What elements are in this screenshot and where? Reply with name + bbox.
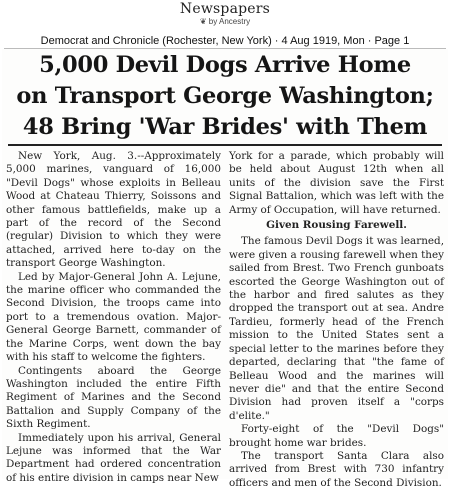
newspaper-clipping — [2, 49, 448, 489]
headline-line-3: 48 Bring 'War Brides' with Them — [22, 114, 428, 140]
subheading: Given Rousing Farewell. — [266, 219, 407, 232]
article-body — [2, 150, 448, 490]
paragraph-continued: York for a parade, which probably will be held about August 12th when all units of the division save the First Signal Battalion, which was left with the Army of Occupation, will have returned. — [229, 150, 444, 216]
ancestry-text: by Ancestry — [208, 17, 251, 26]
brand-name: Newspapers — [179, 1, 271, 17]
paragraph: Contingents aboard the George Washington included the entire Fifth Regiment of Marines and the Second Battalion and Supply Company of the Sixth Regiment. — [6, 364, 221, 431]
newspapers-logo[interactable] — [0, 1, 450, 17]
source-citation: Democrat and Chronicle (Rochester, New York) · 4 Aug 1919, Mon · Page 1 — [4, 34, 446, 49]
ancestry-tagline — [0, 17, 450, 26]
paragraph: Forty-eight of the "Devil Dogs" brought home war brides. — [229, 423, 444, 449]
paragraph: Immediately upon his arrival, General Lejune was informed that the War Department had ordered concentration of his entire division in camps near New — [6, 431, 221, 484]
paragraph: Led by Major-General John A. Lejune, the marine officer who commanded the Second Division, the troops came into port to a tremendous ovation. Major-General George Barnett, commander of the Marine Corps, went down the bay with his staff to welcome the fighters. — [6, 270, 221, 364]
column-left — [6, 150, 221, 490]
headline-rule — [8, 144, 442, 146]
paragraph: The famous Devil Dogs it was learned, were given a rousing farewell when they sailed from Brest. Two French gunboats escorted the George Washington out of the harbor and fired salutes as they dropped the transport out at sea. Andre Tardieu, formerly head of the French mission to the United States sent a special letter to the marines before they departed, declaring that "the fame of Belleau Wood and the marines will never die" and that the entire Second Division had proven itself a "corps d'elite." — [229, 235, 444, 422]
paragraph: The transport Santa Clara also arrived from Brest with 730 infantry officers and men of the Second Division. — [229, 449, 444, 489]
ancestry-leaf-icon: ❦ — [199, 17, 207, 26]
headline — [2, 49, 448, 143]
site-header — [0, 0, 450, 34]
headline-line-1: 5,000 Devil Dogs Arrive Home — [39, 52, 411, 78]
paragraph: New York, Aug. 3.--Approximately 5,000 marines, vanguard of 16,000 "Devil Dogs" whose exploits in Belleau Wood at Chateau Thierry, Soissons and other famous battlefields, make up a part of the record of the Second (regular) Division to which they were attached, arrived here to-day on the transport George Washington. — [6, 150, 221, 270]
column-right — [229, 150, 444, 490]
headline-line-2: on Transport George Washington; — [16, 83, 434, 109]
